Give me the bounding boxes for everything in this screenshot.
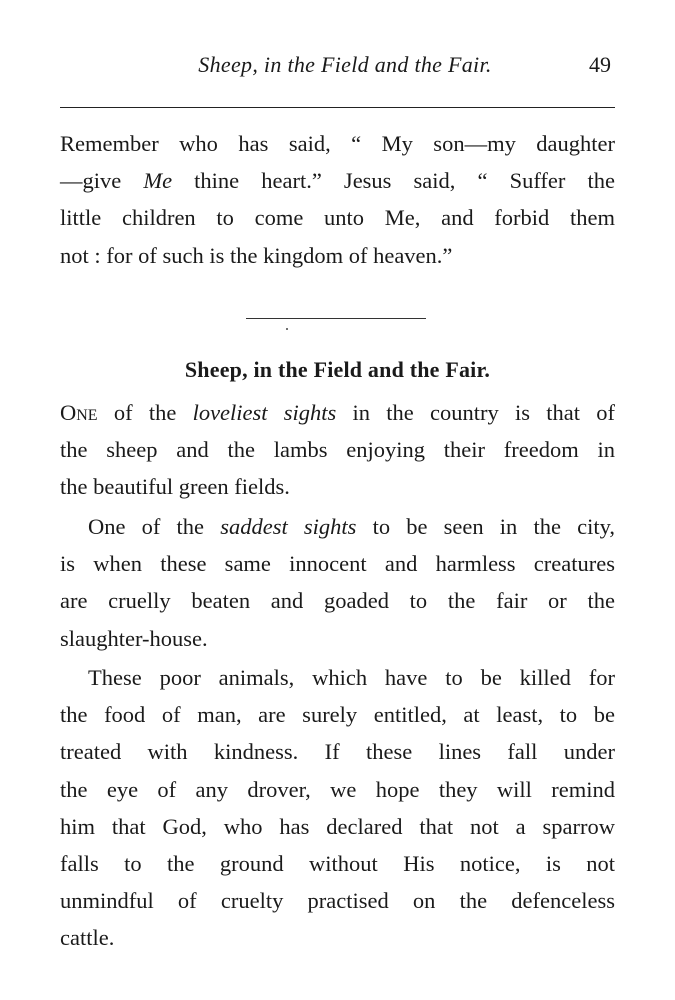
paragraph-saddest-sights: [60, 508, 615, 657]
text-line: the food of man, are surely entitled, at least, to be: [60, 702, 615, 728]
text-line: One of the saddest sights to be seen in the city,: [88, 514, 616, 539]
text-line: the beautiful green fields.: [60, 474, 290, 500]
text-line: the eye of any drover, we hope they will remind: [60, 776, 615, 802]
page-number: 49: [589, 52, 611, 77]
closing-paragraph: [60, 125, 615, 274]
emphasis: saddest sights: [220, 514, 357, 539]
text-line: Remember who has said, “ My son—my daughter: [60, 131, 615, 156]
text-line: These poor animals, which have to be killed for: [88, 665, 615, 690]
section-separator-rule: [246, 318, 426, 319]
text-line: treated with kindness. If these lines fall under: [60, 739, 615, 765]
text-line: him that God, who has declared that not a sparrow: [60, 813, 615, 839]
section-heading: Sheep, in the Field and the Fair.: [184, 357, 491, 382]
text-line: not : for of such is the kingdom of heaven.”: [60, 242, 453, 268]
text-line: unmindful of cruelty practised on the defenceless: [60, 888, 615, 914]
text-line: little children to come unto Me, and forbid them: [60, 205, 615, 231]
emphasis: loveliest sights: [192, 400, 337, 425]
text-line: the sheep and the lambs enjoying their freedom in: [60, 437, 615, 463]
running-header: [60, 52, 615, 88]
text-line: is when these same innocent and harmless creatures: [60, 551, 615, 577]
text-line: slaughter-house.: [60, 625, 208, 651]
paragraph-loveliest-sights: [60, 394, 615, 506]
text-line: are cruelly beaten and goaded to the fair or the: [60, 588, 615, 614]
text-line: —give Me thine heart.” Jesus said, “ Suffer the: [60, 168, 615, 194]
header-rule: [60, 107, 615, 108]
drop-word: One: [60, 400, 98, 425]
text-line: One of the loveliest sights in the country is that of: [60, 400, 615, 425]
emphasis: Me: [143, 168, 173, 194]
text-line: falls to the ground without His notice, is not: [60, 851, 615, 877]
text-line: cattle.: [60, 925, 115, 951]
separator-dot: [286, 328, 288, 330]
running-title: Sheep, in the Field and the Fair.: [198, 52, 492, 77]
paragraph-poor-animals: [60, 659, 615, 957]
